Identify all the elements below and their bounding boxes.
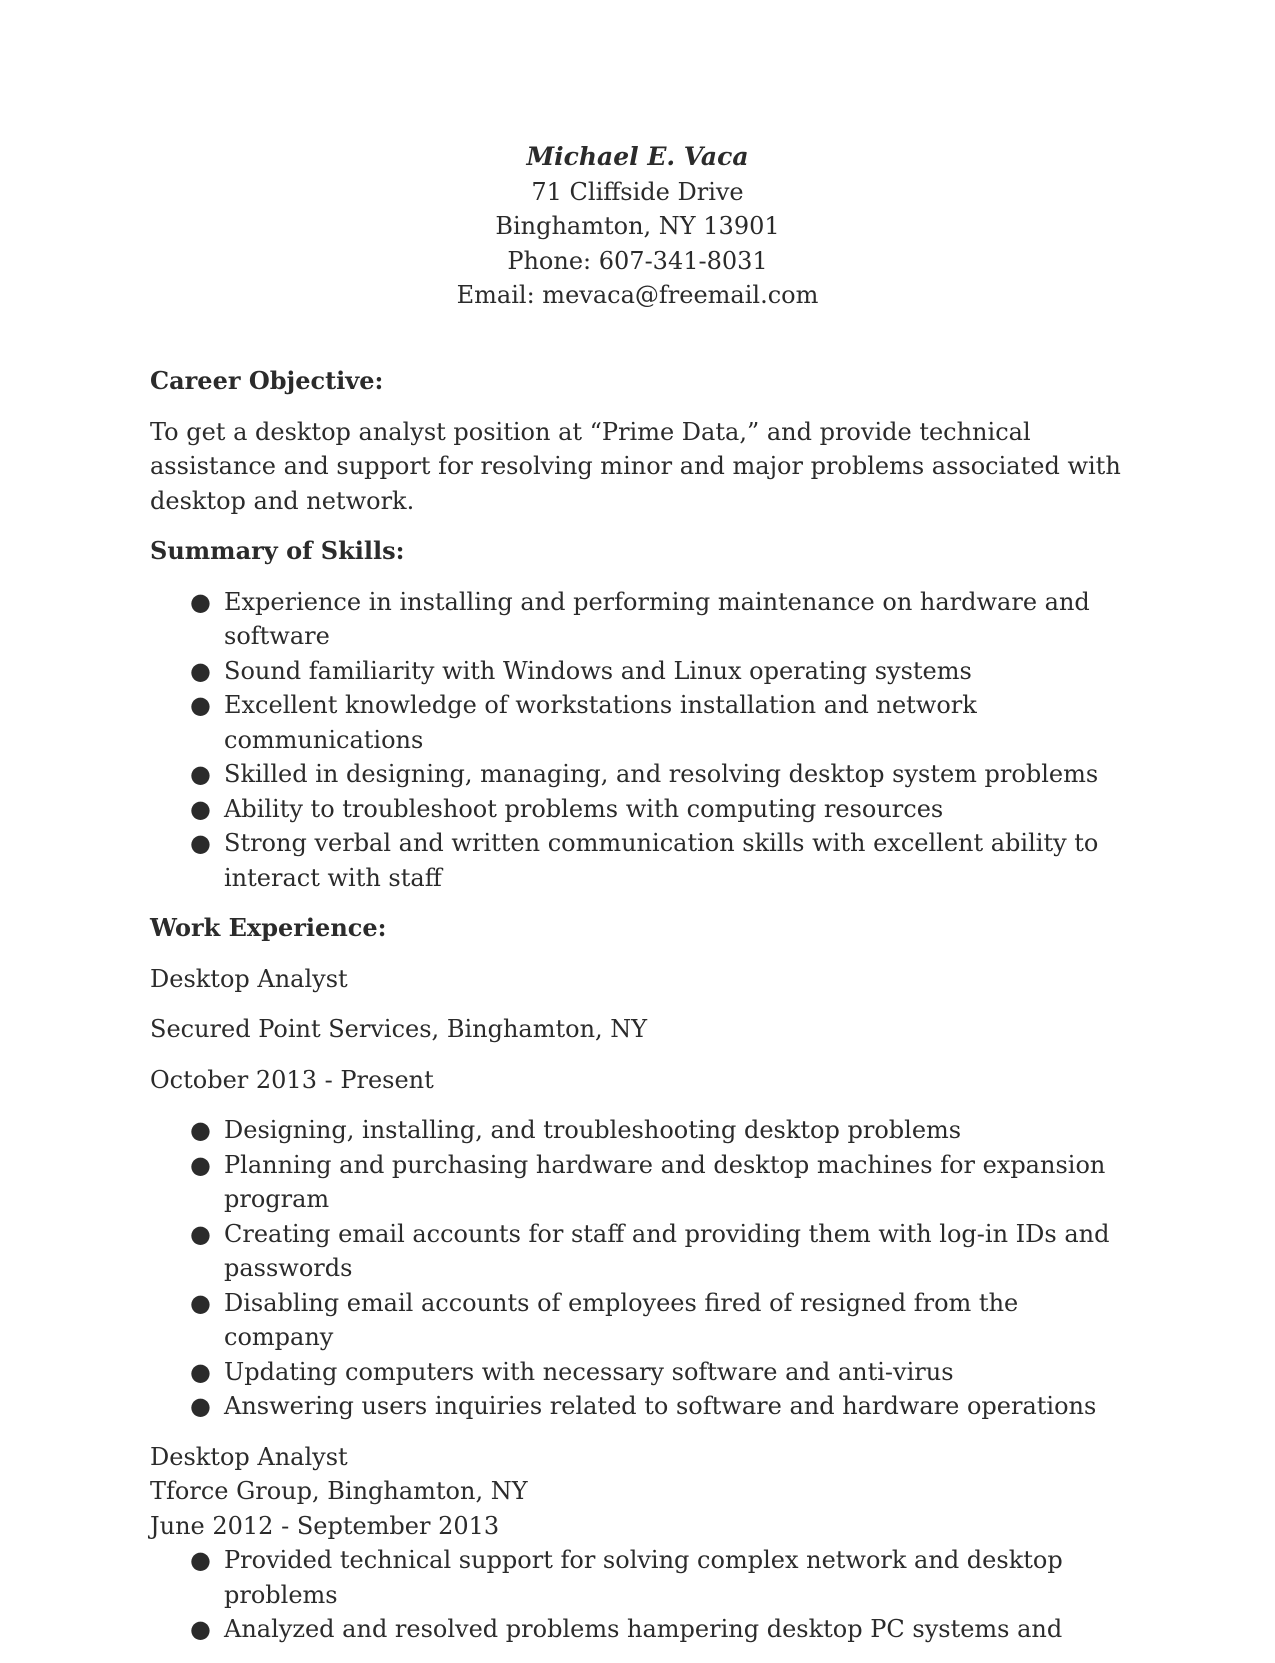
duty-item (150, 1612, 1130, 1647)
job-duties-list (150, 1543, 1130, 1647)
job-title: Desktop Analyst (150, 964, 348, 993)
duty-text: Creating email accounts for staff and providing them with log-in IDs and passwords (224, 1219, 1110, 1282)
experience-heading: Work Experience: (150, 913, 387, 942)
phone-line: Phone: 607-341-8031 (507, 246, 768, 275)
email-line: Email: mevaca@freemail.com (456, 281, 819, 309)
bullet-icon: ● (190, 656, 211, 685)
bullet-icon: ● (190, 829, 211, 857)
job-title: Desktop Analyst (150, 1442, 348, 1471)
duty-item (150, 1389, 1130, 1424)
bullet-icon: ● (190, 1546, 211, 1574)
skill-text: Experience in installing and performing maintenance on hardware and software (224, 587, 1090, 650)
skill-item (150, 654, 1130, 689)
duty-item (150, 1286, 1130, 1355)
duty-item (150, 1113, 1130, 1148)
candidate-name: Michael E. Vaca (526, 142, 749, 171)
bullet-icon: ● (190, 1288, 211, 1317)
contact-header (0, 140, 1275, 313)
duty-text: Provided technical support for solving complex network and desktop problems (224, 1546, 1063, 1609)
skill-text: Strong verbal and written communication skills with excellent ability to interact with staff (224, 829, 1099, 892)
skills-heading: Summary of Skills: (150, 536, 405, 565)
address-line-1: 71 Cliffside Drive (531, 177, 744, 206)
duty-text: Designing, installing, and troubleshooting desktop problems (224, 1116, 962, 1144)
bullet-icon: ● (190, 1150, 211, 1179)
skill-item (150, 757, 1130, 792)
skill-text: Excellent knowledge of workstations installation and network communications (224, 691, 977, 754)
duty-item (150, 1543, 1130, 1612)
bullet-icon: ● (190, 1219, 211, 1248)
job-duties-list (150, 1113, 1130, 1424)
bullet-icon: ● (190, 794, 211, 823)
address-line-2: Binghamton, NY 13901 (495, 212, 780, 240)
duty-text: Disabling email accounts of employees fired of resigned from the company (224, 1288, 1019, 1351)
skill-item (150, 585, 1130, 654)
duty-text: Analyzed and resolved problems hampering desktop PC systems and (224, 1615, 1063, 1643)
job-company: Secured Point Services, Binghamton, NY (150, 1015, 648, 1043)
skill-item (150, 826, 1130, 895)
objective-text: To get a desktop analyst position at “Prime Data,” and provide technical assistance and support for resolving minor and major problems associated with desktop and network. (150, 417, 1121, 515)
bullet-icon: ● (190, 1392, 211, 1420)
bullet-icon: ● (190, 1116, 211, 1144)
skill-item (150, 792, 1130, 827)
skills-list (150, 585, 1130, 896)
job-company: Tforce Group, Binghamton, NY (150, 1477, 528, 1505)
skill-text: Sound familiarity with Windows and Linux operating systems (224, 656, 972, 685)
skill-item (150, 688, 1130, 757)
duty-item (150, 1217, 1130, 1286)
job-entry-1 (150, 962, 1130, 1424)
bullet-icon: ● (190, 587, 211, 616)
duty-text: Updating computers with necessary software and anti-virus (224, 1357, 954, 1386)
duty-item (150, 1355, 1130, 1390)
skill-text: Skilled in designing, managing, and resolving desktop system problems (224, 760, 1099, 788)
bullet-icon: ● (190, 691, 211, 719)
duty-item (150, 1148, 1130, 1217)
duty-text: Planning and purchasing hardware and desktop machines for expansion program (224, 1150, 1106, 1213)
job-dates: October 2013 - Present (150, 1065, 434, 1094)
job-dates: June 2012 - September 2013 (150, 1511, 500, 1540)
resume-body (150, 364, 1130, 1663)
bullet-icon: ● (190, 760, 211, 788)
bullet-icon: ● (190, 1357, 211, 1386)
objective-heading: Career Objective: (150, 366, 384, 395)
skill-text: Ability to troubleshoot problems with computing resources (224, 794, 944, 823)
bullet-icon: ● (190, 1615, 211, 1643)
job-entry-2 (150, 1440, 1130, 1647)
duty-text: Answering users inquiries related to software and hardware operations (224, 1392, 1097, 1420)
